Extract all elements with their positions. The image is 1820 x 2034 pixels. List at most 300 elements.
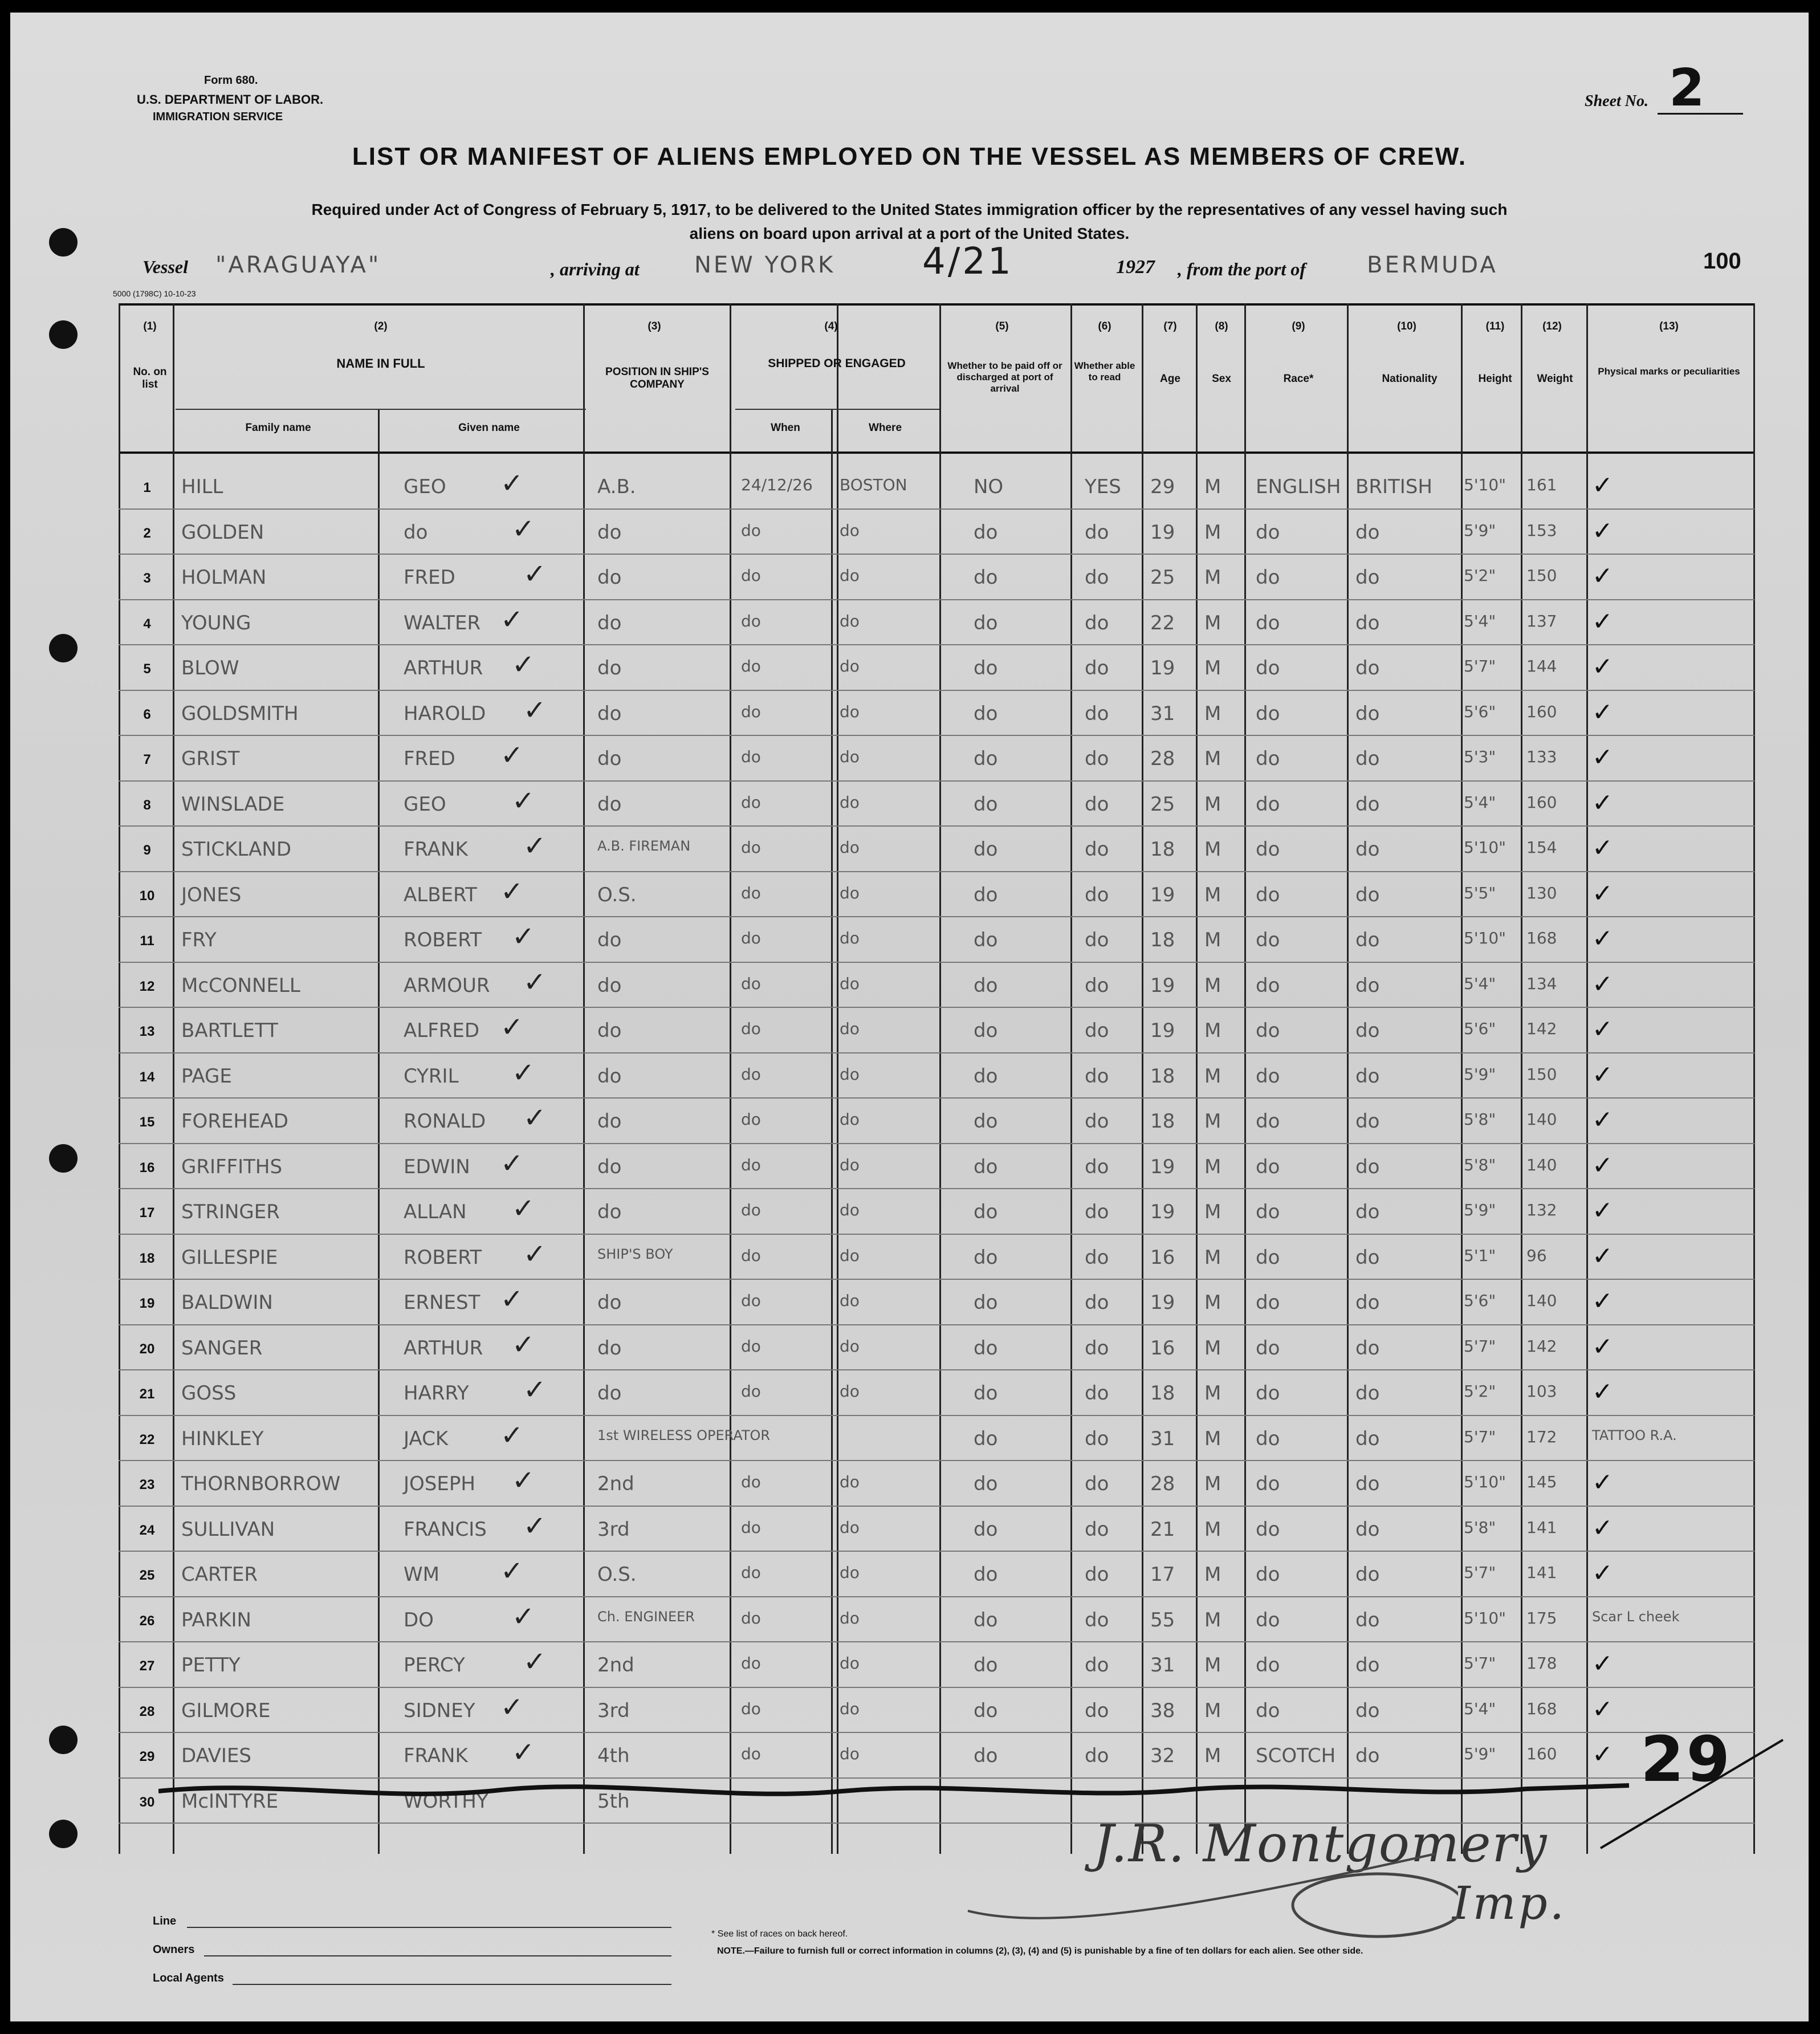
weight-cell: 175: [1526, 1608, 1557, 1628]
col-num: (8): [1215, 320, 1228, 332]
able-to-read-cell: do: [1085, 1336, 1109, 1360]
physical-marks-cell: ✓: [1592, 471, 1613, 500]
header-shipped-engaged: SHIPPED OR ENGAGED: [768, 357, 906, 370]
age-cell: 25: [1150, 566, 1175, 589]
table-row-rule: [119, 1324, 1754, 1325]
row-number: 12: [139, 978, 155, 994]
physical-marks-cell: ✓: [1592, 652, 1613, 681]
row-number: 2: [143, 525, 151, 541]
height-cell: 5'10": [1464, 929, 1507, 947]
age-cell: 19: [1150, 657, 1175, 680]
table-column-divider: [1142, 303, 1143, 1854]
paid-off-cell: do: [974, 1019, 998, 1042]
height-cell: 5'8": [1464, 1155, 1496, 1174]
shipped-when-cell: do: [741, 1019, 761, 1038]
height-cell: 5'6": [1464, 1019, 1496, 1038]
able-to-read-cell: do: [1085, 1744, 1109, 1767]
age-cell: 19: [1150, 1019, 1175, 1042]
family-name-cell: BALDWIN: [181, 1291, 273, 1314]
sex-cell: M: [1204, 1427, 1222, 1450]
paid-off-cell: do: [974, 1427, 998, 1450]
row-number: 20: [139, 1341, 155, 1357]
table-row-rule: [119, 1143, 1754, 1144]
nationality-cell: do: [1355, 1472, 1380, 1495]
height-cell: 5'7": [1464, 657, 1496, 676]
vessel-name: "ARAGUAYA": [215, 252, 381, 278]
shipped-when-cell: do: [741, 566, 761, 585]
position-cell: A.B. FIREMAN: [597, 838, 691, 854]
table-row-rule: [119, 554, 1754, 555]
table-column-divider: [1586, 303, 1588, 1854]
height-cell: 5'6": [1464, 702, 1496, 721]
age-cell: 18: [1150, 838, 1175, 861]
weight-cell: 160: [1526, 1744, 1557, 1763]
shipped-where-cell: do: [840, 1699, 860, 1718]
physical-marks-cell: ✓: [1592, 1150, 1613, 1180]
paid-off-cell: do: [974, 929, 998, 951]
given-name-cell: JACK: [404, 1427, 449, 1450]
nationality-cell: do: [1355, 1064, 1380, 1088]
shipped-where-cell: do: [840, 1019, 860, 1038]
sex-cell: M: [1204, 475, 1222, 498]
given-name-cell: RONALD: [404, 1110, 486, 1133]
paid-off-cell: do: [974, 792, 998, 816]
family-name-cell: HILL: [181, 475, 223, 498]
age-cell: 55: [1150, 1608, 1175, 1632]
physical-marks-cell: ✓: [1592, 1740, 1613, 1769]
given-name-cell: do: [404, 520, 428, 544]
physical-marks-cell: ✓: [1592, 516, 1613, 546]
able-to-read-cell: do: [1085, 1518, 1109, 1541]
physical-marks-cell: ✓: [1592, 833, 1613, 863]
family-name-cell: McINTYRE: [181, 1789, 279, 1813]
race-cell: do: [1256, 566, 1280, 589]
sex-cell: M: [1204, 1155, 1222, 1178]
table-column-divider: [1753, 303, 1755, 1854]
weight-cell: 134: [1526, 974, 1557, 993]
given-name-cell: FRED: [404, 747, 455, 770]
able-to-read-cell: do: [1085, 1064, 1109, 1088]
shipped-where-cell: do: [840, 974, 860, 993]
table-row-rule: [119, 690, 1754, 691]
shipped-when-cell: do: [741, 1064, 761, 1084]
height-cell: 5'10": [1464, 1608, 1507, 1628]
paid-off-cell: do: [974, 1472, 998, 1495]
table-column-divider: [939, 303, 941, 1854]
height-cell: 5'7": [1464, 1427, 1496, 1446]
check-mark-icon: ✓: [523, 694, 547, 726]
position-cell: do: [597, 1382, 622, 1405]
paid-off-cell: do: [974, 1110, 998, 1133]
position-cell: do: [597, 611, 622, 634]
check-mark-icon: ✓: [500, 739, 524, 771]
age-cell: 28: [1150, 1472, 1175, 1495]
footer-owners-rule: [204, 1955, 671, 1956]
table-row-rule: [119, 1234, 1754, 1235]
height-cell: 5'10": [1464, 475, 1507, 494]
weight-cell: 160: [1526, 792, 1557, 812]
departure-port: BERMUDA: [1367, 252, 1498, 278]
shipped-when-cell: do: [741, 1654, 761, 1673]
footer-agents-label: Local Agents: [153, 1972, 224, 1984]
shipped-where-cell: do: [840, 838, 860, 857]
col-num: (1): [143, 320, 157, 332]
department-name: U.S. DEPARTMENT OF LABOR.: [137, 92, 324, 107]
shipped-where-cell: do: [840, 1246, 860, 1265]
sex-cell: M: [1204, 1608, 1222, 1632]
page-subtitle: Required under Act of Congress of February 5, 1917, to be delivered to the United States immigration officer by the representatives of any vessel having such: [311, 201, 1508, 218]
nationality-cell: do: [1355, 929, 1380, 951]
shipped-when-cell: do: [741, 1518, 761, 1537]
sex-cell: M: [1204, 1382, 1222, 1405]
paid-off-cell: do: [974, 747, 998, 770]
height-cell: 5'4": [1464, 792, 1496, 812]
weight-cell: 153: [1526, 520, 1557, 540]
row-number: 1: [143, 480, 151, 495]
footer-owners-label: Owners: [153, 1943, 195, 1956]
paid-off-cell: do: [974, 883, 998, 906]
arrival-year: 1927: [1116, 257, 1155, 278]
paid-off-cell: do: [974, 702, 998, 725]
sex-cell: M: [1204, 1019, 1222, 1042]
paid-off-cell: do: [974, 1336, 998, 1360]
shipped-when-cell: do: [741, 1110, 761, 1129]
able-to-read-cell: do: [1085, 883, 1109, 906]
shipped-where-cell: do: [840, 1608, 860, 1628]
table-row-rule: [119, 1052, 1754, 1053]
weight-cell: 168: [1526, 1699, 1557, 1718]
family-name-cell: STRINGER: [181, 1201, 280, 1223]
weight-cell: 142: [1526, 1336, 1557, 1356]
physical-marks-cell: ✓: [1592, 1015, 1613, 1044]
nationality-cell: do: [1355, 1336, 1380, 1360]
table-row-rule: [119, 1687, 1754, 1688]
col-num: (9): [1292, 320, 1305, 332]
given-name-cell: ALBERT: [404, 883, 477, 906]
arrival-date: 4/21: [922, 241, 1013, 283]
position-cell: do: [597, 974, 622, 997]
check-mark-icon: ✓: [523, 1374, 547, 1406]
footer-agents-rule: [233, 1984, 671, 1985]
family-name-cell: BLOW: [181, 657, 239, 680]
shipped-where-cell: do: [840, 611, 860, 630]
footer-note-penalty: NOTE.—Failure to furnish full or correct information in columns (2), (3), (4) and (5) is punishable by a fine of ten dollars for each alien. See other side.: [717, 1946, 1363, 1956]
paid-off-cell: do: [974, 1608, 998, 1632]
sex-cell: M: [1204, 611, 1222, 634]
shipped-where-cell: do: [840, 792, 860, 812]
able-to-read-cell: do: [1085, 1608, 1109, 1632]
physical-marks-cell: ✓: [1592, 878, 1613, 908]
check-mark-icon: ✓: [512, 784, 535, 817]
nationality-cell: do: [1355, 520, 1380, 544]
physical-marks-cell: ✓: [1592, 562, 1613, 591]
position-cell: A.B.: [597, 475, 636, 498]
nationality-cell: do: [1355, 1382, 1380, 1405]
given-name-cell: ALLAN: [404, 1201, 467, 1223]
physical-marks-cell: ✓: [1592, 1287, 1613, 1316]
position-cell: do: [597, 702, 622, 725]
table-column-divider: [119, 303, 120, 1854]
nationality-cell: do: [1355, 1518, 1380, 1541]
race-cell: do: [1256, 1427, 1280, 1450]
shipped-when-cell: do: [741, 838, 761, 857]
sex-cell: M: [1204, 747, 1222, 770]
position-cell: do: [597, 929, 622, 951]
row-number: 24: [139, 1522, 155, 1538]
age-cell: 19: [1150, 1201, 1175, 1223]
sheet-label: Sheet No.: [1585, 92, 1648, 110]
sex-cell: M: [1204, 1472, 1222, 1495]
race-cell: do: [1256, 1155, 1280, 1178]
nationality-cell: BRITISH: [1355, 475, 1432, 498]
check-mark-icon: ✓: [512, 1328, 535, 1361]
table-column-divider: [173, 303, 174, 1854]
weight-cell: 132: [1526, 1201, 1557, 1219]
row-number: 30: [139, 1794, 155, 1810]
age-cell: 25: [1150, 792, 1175, 816]
shipped-where-cell: do: [840, 929, 860, 947]
check-mark-icon: ✓: [523, 1646, 547, 1678]
shipped-where-cell: BOSTON: [840, 475, 907, 494]
shipped-when-cell: do: [741, 1608, 761, 1628]
race-cell: do: [1256, 1201, 1280, 1223]
able-to-read-cell: do: [1085, 1472, 1109, 1495]
position-cell: do: [597, 1336, 622, 1360]
sex-cell: M: [1204, 1336, 1222, 1360]
sex-cell: M: [1204, 566, 1222, 589]
given-name-cell: ROBERT: [404, 1246, 482, 1269]
age-cell: 18: [1150, 1110, 1175, 1133]
sex-cell: M: [1204, 1246, 1222, 1269]
table-row-rule: [119, 825, 1754, 827]
header-family-name: Family name: [245, 422, 311, 434]
shipped-when-cell: do: [741, 611, 761, 630]
height-cell: 5'9": [1464, 1064, 1496, 1084]
race-cell: do: [1256, 611, 1280, 634]
check-mark-icon: ✓: [500, 1283, 524, 1315]
paid-off-cell: do: [974, 611, 998, 634]
paid-off-cell: NO: [974, 475, 1004, 498]
family-name-cell: YOUNG: [181, 611, 251, 634]
family-name-cell: FRY: [181, 929, 217, 951]
age-cell: 19: [1150, 974, 1175, 997]
shipped-when-cell: do: [741, 657, 761, 676]
race-cell: do: [1256, 1019, 1280, 1042]
inspector-title: Imp.: [1452, 1877, 1567, 1930]
shipped-when-cell: do: [741, 1246, 761, 1265]
footer-line-label: Line: [153, 1915, 177, 1927]
header-paid-off: Whether to be paid off or discharged at port of arrival: [947, 360, 1062, 394]
position-cell: 4th: [597, 1744, 630, 1767]
family-name-cell: PAGE: [181, 1064, 232, 1088]
shipped-when-cell: do: [741, 792, 761, 812]
table-row-rule: [119, 1369, 1754, 1370]
sex-cell: M: [1204, 702, 1222, 725]
header-when: When: [771, 422, 800, 434]
page-subtitle: aliens on board upon arrival at a port of the United States.: [689, 225, 1130, 242]
weight-cell: 142: [1526, 1019, 1557, 1038]
nationality-cell: do: [1355, 1608, 1380, 1632]
family-name-cell: PETTY: [181, 1654, 241, 1677]
row-number: 3: [143, 571, 151, 586]
shipped-when-cell: do: [741, 1382, 761, 1401]
form-number: Form 680.: [204, 74, 258, 87]
given-name-cell: FRANK: [404, 838, 468, 861]
age-cell: 16: [1150, 1336, 1175, 1360]
position-cell: do: [597, 1064, 622, 1088]
given-name-cell: JOSEPH: [404, 1472, 475, 1495]
able-to-read-cell: do: [1085, 520, 1109, 544]
shipped-when-cell: do: [741, 883, 761, 902]
able-to-read-cell: do: [1085, 1019, 1109, 1042]
table-row-rule: [119, 1596, 1754, 1597]
table-row-rule: [119, 644, 1754, 645]
race-cell: do: [1256, 792, 1280, 816]
given-name-cell: HARRY: [404, 1382, 469, 1405]
row-number: 7: [143, 752, 151, 767]
shipped-when-cell: do: [741, 1744, 761, 1763]
age-cell: 16: [1150, 1246, 1175, 1269]
table-row-rule: [119, 1097, 1754, 1099]
header-given-name: Given name: [458, 422, 520, 434]
row-number: 23: [139, 1477, 155, 1492]
physical-marks-cell: ✓: [1592, 743, 1613, 772]
race-cell: do: [1256, 1699, 1280, 1722]
sex-cell: M: [1204, 1064, 1222, 1088]
family-name-cell: HOLMAN: [181, 566, 267, 589]
service-name: IMMIGRATION SERVICE: [153, 111, 283, 123]
table-row-rule: [119, 1551, 1754, 1552]
race-cell: do: [1256, 1472, 1280, 1495]
sex-cell: M: [1204, 1110, 1222, 1133]
row-number: 8: [143, 797, 151, 813]
physical-marks-cell: ✓: [1592, 1694, 1613, 1724]
age-cell: 31: [1150, 1427, 1175, 1450]
table-row-rule: [119, 1007, 1754, 1008]
nationality-cell: do: [1355, 974, 1380, 997]
weight-cell: 160: [1526, 702, 1557, 721]
family-name-cell: HINKLEY: [181, 1427, 264, 1450]
height-cell: 5'10": [1464, 838, 1507, 857]
physical-marks-cell: ✓: [1592, 1377, 1613, 1406]
row-number: 11: [140, 933, 154, 949]
race-cell: do: [1256, 1110, 1280, 1133]
table-row-rule: [119, 780, 1754, 782]
row-number: 13: [139, 1024, 155, 1039]
shipped-when-cell: do: [741, 1155, 761, 1174]
table-column-divider: [583, 303, 585, 1854]
age-cell: 28: [1150, 747, 1175, 770]
check-mark-icon: ✓: [500, 603, 524, 636]
table-column-divider: [1521, 303, 1522, 1854]
row-number: 18: [139, 1250, 155, 1266]
nationality-cell: do: [1355, 1201, 1380, 1223]
position-cell: do: [597, 1291, 622, 1314]
shipped-when-cell: do: [741, 974, 761, 993]
weight-cell: 150: [1526, 1064, 1557, 1084]
able-to-read-cell: do: [1085, 1563, 1109, 1586]
given-name-cell: FRANCIS: [404, 1518, 487, 1541]
height-cell: 5'9": [1464, 520, 1496, 540]
row-number: 27: [139, 1658, 155, 1674]
physical-marks-cell: ✓: [1592, 1559, 1613, 1588]
position-cell: do: [597, 520, 622, 544]
sex-cell: M: [1204, 974, 1222, 997]
height-cell: 5'2": [1464, 566, 1496, 585]
family-name-cell: WINSLADE: [181, 792, 285, 816]
weight-cell: 141: [1526, 1518, 1557, 1537]
binder-hole: [49, 634, 78, 662]
sex-cell: M: [1204, 838, 1222, 861]
height-cell: 5'4": [1464, 1699, 1496, 1718]
sex-cell: M: [1204, 792, 1222, 816]
table-row-rule: [119, 1279, 1754, 1280]
header-physical-marks: Physical marks or peculiarities: [1598, 366, 1740, 377]
sex-cell: M: [1204, 1654, 1222, 1677]
able-to-read-cell: do: [1085, 657, 1109, 680]
given-name-cell: SIDNEY: [404, 1699, 475, 1722]
arriving-label: , arriving at: [551, 259, 640, 279]
paid-off-cell: do: [974, 1382, 998, 1405]
physical-marks-cell: TATTOO R.A.: [1592, 1427, 1677, 1443]
position-cell: Ch. ENGINEER: [597, 1608, 695, 1625]
nationality-cell: do: [1355, 1019, 1380, 1042]
physical-marks-cell: ✓: [1592, 607, 1613, 636]
row-number: 28: [139, 1703, 155, 1719]
paid-off-cell: do: [974, 1201, 998, 1223]
position-cell: 2nd: [597, 1472, 634, 1495]
shipped-when-cell: do: [741, 1699, 761, 1718]
row-number: 4: [143, 616, 151, 632]
nationality-cell: do: [1355, 1110, 1380, 1133]
family-name-cell: GILMORE: [181, 1699, 271, 1722]
sex-cell: M: [1204, 1291, 1222, 1314]
shipped-where-cell: do: [840, 1744, 860, 1763]
shipped-where-cell: do: [840, 702, 860, 721]
shipped-when-cell: do: [741, 747, 761, 766]
able-to-read-cell: do: [1085, 1654, 1109, 1677]
shipped-column-divider: [831, 409, 833, 1854]
able-to-read-cell: do: [1085, 929, 1109, 951]
col-num: (10): [1397, 320, 1416, 332]
header-no-on-list: No. on list: [133, 366, 167, 390]
check-mark-icon: ✓: [512, 1193, 535, 1225]
given-name-cell: GEO: [404, 792, 446, 816]
shipped-where-cell: do: [840, 1201, 860, 1219]
check-mark-icon: ✓: [500, 1555, 524, 1587]
col-num: (5): [995, 320, 1009, 332]
given-name-cell: CYRIL: [404, 1064, 459, 1088]
row-strike-line: [158, 1774, 1629, 1808]
weight-cell: 130: [1526, 883, 1557, 902]
physical-marks-cell: ✓: [1592, 924, 1613, 953]
family-name-cell: GOLDSMITH: [181, 702, 299, 725]
age-cell: 31: [1150, 702, 1175, 725]
check-mark-icon: ✓: [512, 649, 535, 681]
given-name-cell: ALFRED: [404, 1019, 480, 1042]
binder-hole: [49, 1144, 78, 1173]
weight-cell: 178: [1526, 1654, 1557, 1673]
row-number: 19: [139, 1296, 155, 1311]
able-to-read-cell: YES: [1085, 475, 1121, 498]
row-number: 21: [139, 1386, 155, 1402]
table-top-border: [119, 303, 1754, 306]
nationality-cell: do: [1355, 838, 1380, 861]
binder-hole: [49, 1726, 78, 1754]
family-name-cell: GRIFFITHS: [181, 1155, 283, 1178]
table-column-divider: [1461, 303, 1463, 1854]
nationality-cell: do: [1355, 1427, 1380, 1450]
